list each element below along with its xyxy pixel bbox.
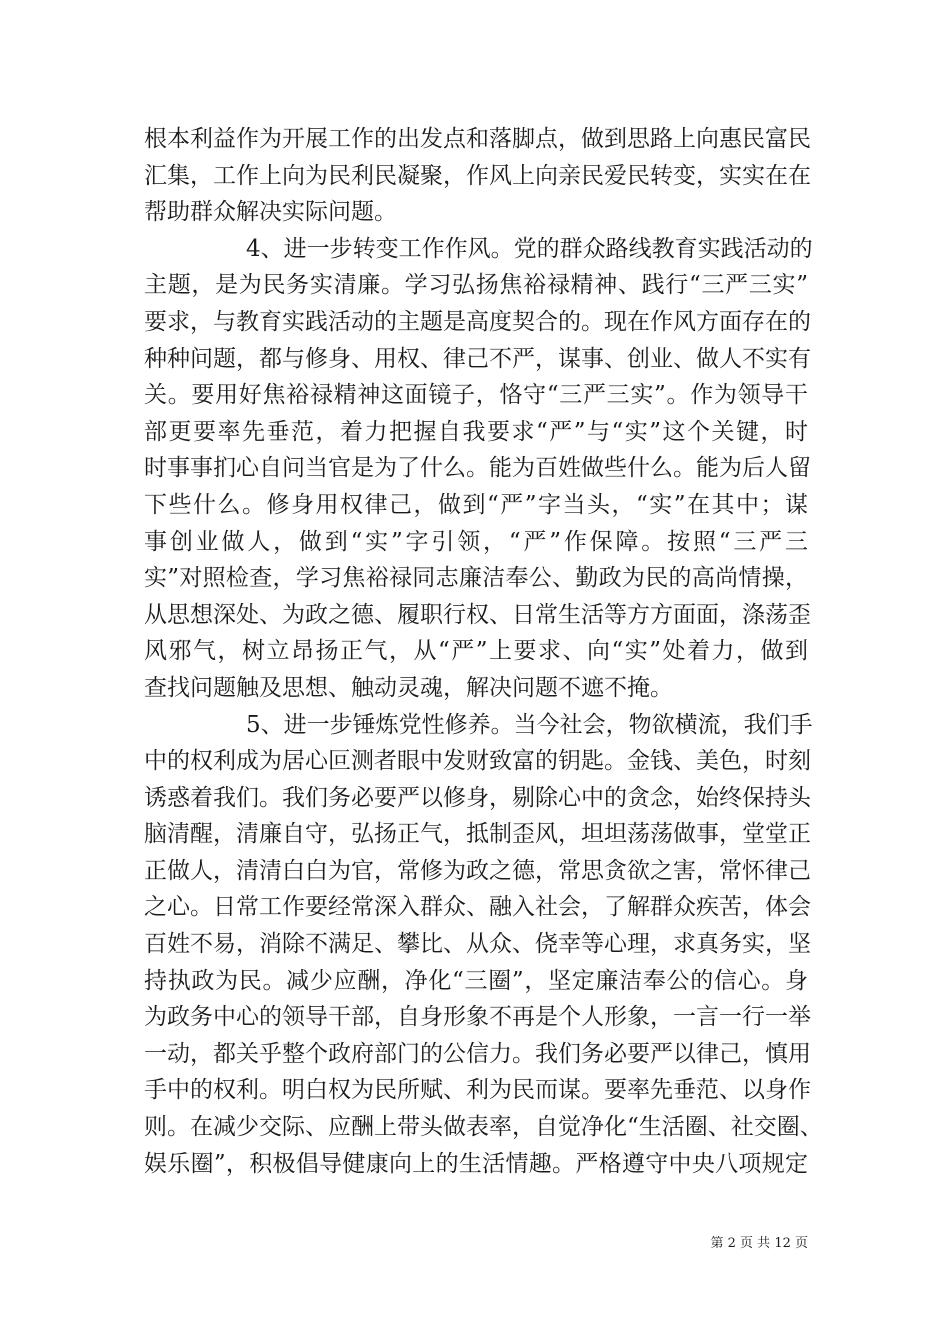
text-line: 事创业做人，做到“实”字引领，“严”作保障。按照“三严三	[144, 528, 808, 555]
text-line: 脑清醒，清廉自守，弘扬正气，抵制歪风，坦坦荡荡做事，堂堂正	[144, 821, 811, 848]
text-line: 百姓不易，消除不满足、攀比、从众、侥幸等心理，求真务实，坚	[144, 931, 811, 958]
paragraph	[144, 707, 823, 1183]
text-line: 关。要用好焦裕禄精神这面镜子，恪守“三严三实”。作为领导干	[144, 382, 808, 409]
text-line: 查找问题触及思想、触动灵魂，解决问题不遮不掩。	[144, 674, 673, 701]
text-line: 娱乐圈”，积极倡导健康向上的生活情趣。严格遵守中央八项规定	[144, 1150, 808, 1177]
text-line: 4、进一步转变工作作风。党的群众路线教育实践活动的	[246, 235, 813, 262]
text-line: 种种问题，都与修身、用权、律己不严，谋事、创业、做人不实有	[144, 345, 811, 372]
text-line: 根本利益作为开展工作的出发点和落脚点，做到思路上向惠民富民	[144, 126, 811, 152]
text-line: 主题，是为民务实清廉。学习弘扬焦裕禄精神、践行“三严三实”	[144, 272, 808, 299]
text-line: 部更要率先垂范，着力把握自我要求“严”与“实”这个关键，时	[144, 418, 808, 445]
text-line: 则。在减少交际、应酬上带头做表率，自觉净化“生活圈、社交圈、	[144, 1114, 823, 1141]
text-line: 持执政为民。减少应酬，净化“三圈”，坚定廉洁奉公的信心。身	[144, 967, 808, 994]
text-line: 帮助群众解决实际问题。	[144, 199, 397, 226]
page-number: 第 2 页 共 12 页	[710, 1236, 808, 1251]
text-line: 风邪气，树立昂扬正气，从“严”上要求、向“实”处着力，做到	[144, 638, 808, 665]
text-line: 5、进一步锤炼党性修养。当今社会，物欲横流，我们手	[246, 711, 813, 738]
text-line: 下些什么。修身用权律己，做到“严”字当头，“实”在其中；谋	[144, 491, 808, 518]
text-line: 汇集，工作上向为民利民凝聚，作风上向亲民爱民转变，实实在在	[144, 162, 811, 189]
text-line: 要求，与教育实践活动的主题是高度契合的。现在作风方面存在的	[144, 308, 811, 335]
text-line: 手中的权利。明白权为民所赋、利为民而谋。要率先垂范、以身作	[144, 1077, 811, 1104]
text-line: 诱惑着我们。我们务必要严以修身，剔除心中的贪念，始终保持头	[144, 784, 811, 811]
text-line: 实”对照检查，学习焦裕禄同志廉洁奉公、勤政为民的高尚情操，	[144, 565, 808, 592]
text-line: 正做人，清清白白为官，常修为政之德，常思贪欲之害，常怀律己	[144, 857, 811, 884]
text-line: 时事事扪心自问当官是为了什么。能为百姓做些什么。能为后人留	[144, 455, 811, 482]
paragraph	[144, 121, 811, 231]
document-body	[144, 121, 823, 1182]
text-line: 为政务中心的领导干部，自身形象不再是个人形象，一言一行一举	[144, 1004, 811, 1031]
text-line: 中的权利成为居心叵测者眼中发财致富的钥匙。金钱、美色，时刻	[144, 748, 811, 775]
paragraph	[144, 231, 813, 707]
text-line: 一动，都关乎整个政府部门的公信力。我们务必要严以律己，慎用	[144, 1040, 811, 1067]
text-line: 之心。日常工作要经常深入群众、融入社会，了解群众疾苦，体会	[144, 894, 811, 921]
text-line: 从思想深处、为政之德、履职行权、日常生活等方方面面，涤荡歪	[144, 601, 811, 628]
